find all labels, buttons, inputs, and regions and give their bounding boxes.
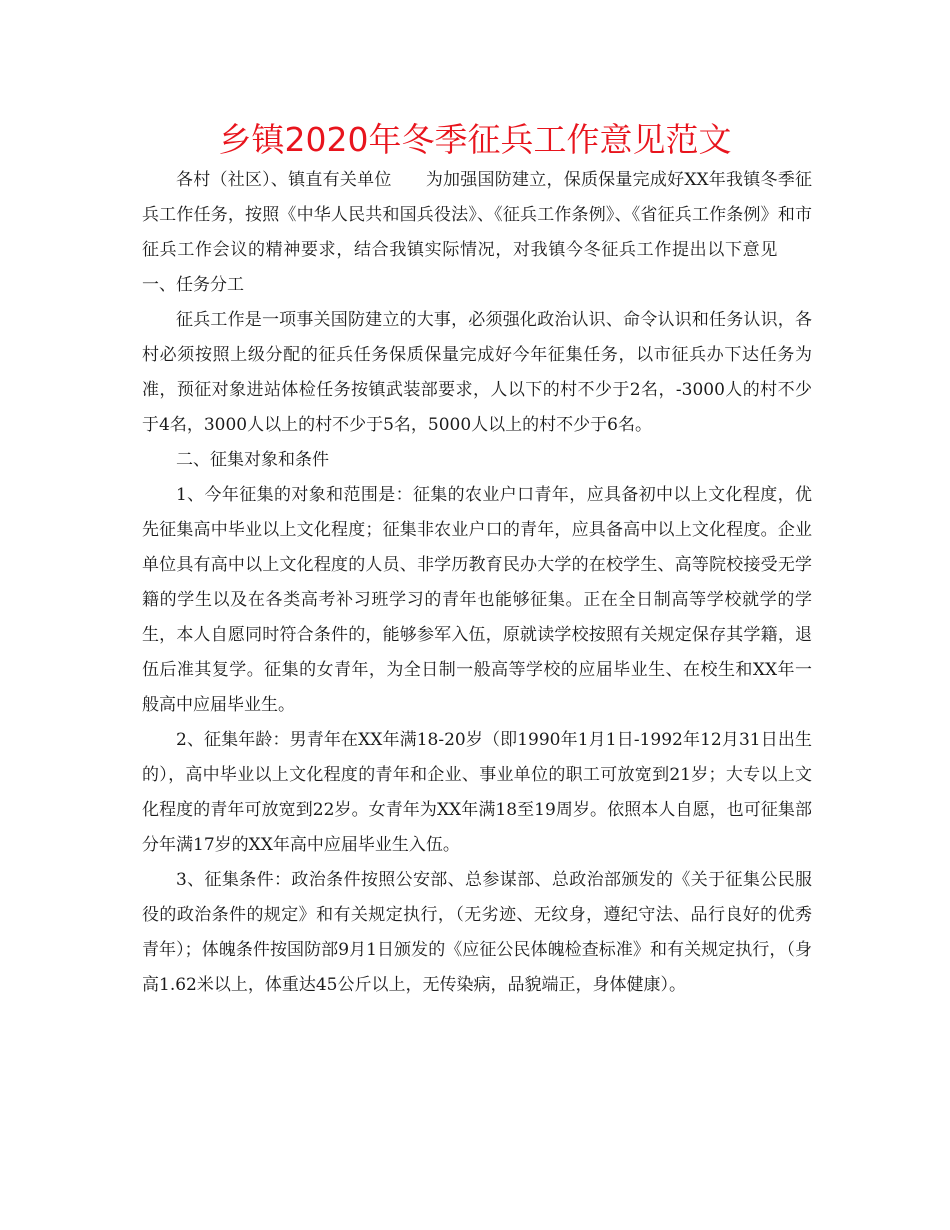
paragraph-scope: 1、今年征集的对象和范围是：征集的农业户口青年，应具备初中以上文化程度，优先征集高中毕业以上文化程度；征集非农业户口的青年，应具备高中以上文化程度。企业单位具有高中以上文化程度的人员、非学历教育民办大学的在校学生、高等院校接受无学籍的学生以及在各类高考补习班学习的青年也能够征集。正在全日制高等学校就学的学生，本人自愿同时符合条件的，能够参军入伍，原就读学校按照有关规定保存其学籍，退伍后准其复学。征集的女青年，为全日制一般高等学校的应届毕业生、在校生和XX年一般高中应届毕业生。 [142, 485, 812, 715]
intro-text: 为加强国防建立，保质保量完成好XX年我镇冬季征兵工作任务，按照《中华人民共和国兵役法》、《征兵工作条例》、《省征兵工作条例》和市征兵工作会议的精神要求，结合我镇实际情况，对我镇今冬征兵工作提出以下意见 [142, 170, 812, 260]
paragraph-task: 征兵工作是一项事关国防建立的大事，必须强化政治认识、命令认识和任务认识，各村必须按照上级分配的征兵任务保质保量完成好今年征集任务，以市征兵办下达任务为准，预征对象进站体检任务按镇武装部要求，人以下的村不少于2名，-3000人的村不少于4名，3000人以上的村不少于5名，5000人以上的村不少于6名。 [142, 310, 812, 435]
paragraph-age: 2、征集年龄：男青年在XX年满18-20岁（即1990年1月1日-1992年12月31日出生的），高中毕业以上文化程度的青年和企业、事业单位的职工可放宽到21岁；大专以上文化程度的青年可放宽到22岁。女青年为XX年满18至19周岁。依照本人自愿，也可征集部分年满17岁的XX年高中应届毕业生入伍。 [142, 730, 812, 855]
section-heading-2: 二、征集对象和条件 [176, 450, 329, 470]
section-heading-1: 一、任务分工 [142, 275, 244, 295]
intro-paragraph [142, 163, 812, 303]
document-body [142, 163, 812, 1003]
document-title: 乡镇2020年冬季征兵工作意见范文 [218, 120, 732, 159]
recipient-line: 各村（社区）、镇直有关单位 [176, 170, 392, 190]
paragraph-conditions: 3、征集条件：政治条件按照公安部、总参谋部、总政治部颁发的《关于征集公民服役的政治条件的规定》和有关规定执行，（无劣迹、无纹身，遵纪守法、品行良好的优秀青年）；体魄条件按国防部9月1日颁发的《应征公民体魄检查标准》和有关规定执行，（身高1.62米以上，体重达45公斤以上，无传染病，品貌端正，身体健康）。 [142, 870, 812, 995]
